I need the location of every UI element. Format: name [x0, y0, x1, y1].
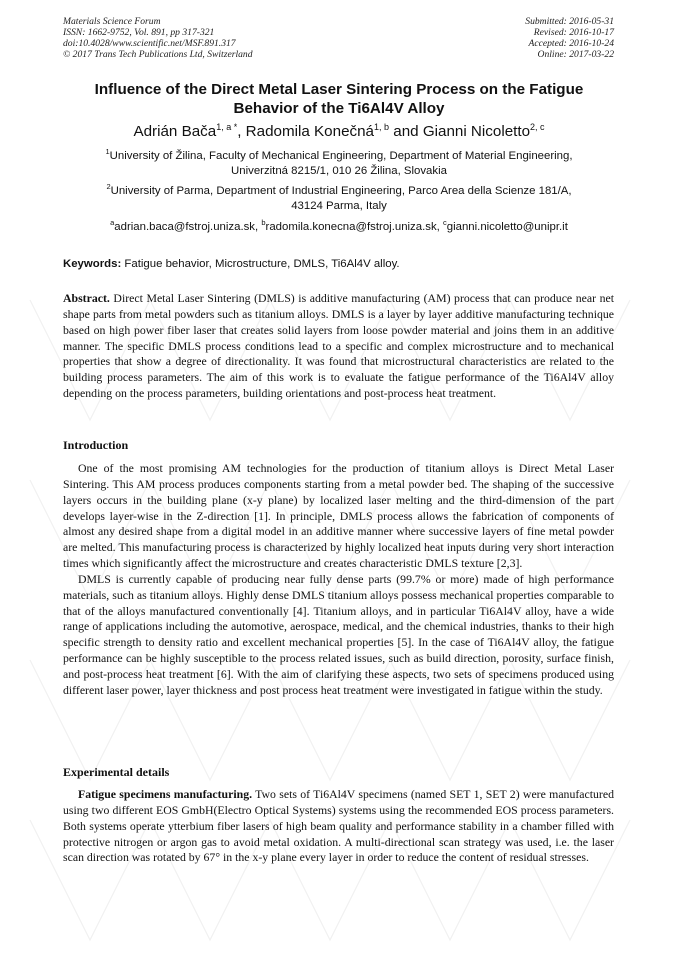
author-name: Radomila Konečná: [245, 123, 375, 140]
affiliation-line: 43124 Parma, Italy: [291, 200, 387, 212]
journal-info: [63, 16, 253, 60]
affiliation-line: University of Parma, Department of Industrial Engineering, Parco Area della Scienze 181/A,: [110, 185, 572, 197]
introduction-paragraph-2: DMLS is currently capable of producing near fully dense parts (99.7% or more) made of high performance materials, such as titanium alloys. Highly dense DMLS titanium alloys possess mechanical properties comparable to that of the alloys manufactured conventionally [4]. Titanium alloys, and in particular Ti6Al4V alloy, have a wide range of applications including the automotive, aerospace, medical, and the chemical industries, thanks to their high specific strength to density ratio and excellent mechanical properties [5]. In the case of Ti6Al4V alloy, the fatigue performance can be highly susceptible to the process related issues, such as build direction, porosity, surface finish, and post-process heat treatment [6]. With the aim of clarifying these aspects, two sets of specimens produced using different laser power, layer thickness and post process heat treatment were investigated in fatigue within the study.: [63, 571, 614, 697]
email-separator: ,: [255, 221, 262, 233]
submitted-date: Submitted: 2016-05-31: [525, 16, 614, 27]
email-mark: a: [110, 218, 115, 227]
title-line-1: Influence of the Direct Metal Laser Sintering Process on the Fatigue: [94, 81, 584, 98]
email-mark: c: [443, 218, 447, 227]
author-list: [60, 123, 618, 141]
introduction-paragraph-1: One of the most promising AM technologies for the production of titanium alloys is Direct Metal Laser Sintering. This AM process produces components starting from a metal powder bed. The shaping of the successive layers occurs in the building plane (x-y plane) by localized laser melting and the third-dimension of the part develops layer-wise in the Z-direction [1]. In principle, DMLS process allows the fabrication of components of almost any desired shape from a digital model in an additive manner where successive layers of fine metal powder are melted. This manufacturing process is characterized by highly localized heat inputs during very short interaction times which significantly affect the microstructure and creates characteristic DMLS texture [2,3].: [63, 461, 614, 571]
author-name: Adrián Bača: [133, 123, 217, 140]
subsection-run-in-heading: Fatigue specimens manufacturing.: [78, 787, 253, 801]
introduction-body: [63, 461, 614, 699]
copyright: © 2017 Trans Tech Publications Ltd, Switzerland: [63, 49, 253, 60]
author-affiliation-mark: 1, a *: [216, 122, 238, 132]
keywords: [63, 257, 615, 272]
author-affiliation-mark: 2, c: [530, 122, 545, 132]
email-address[interactable]: radomila.konecna@fstroj.uniza.sk: [265, 221, 437, 233]
author-affiliation-mark: 1, b: [374, 122, 390, 132]
keywords-label: Keywords:: [63, 258, 122, 270]
email-mark: b: [261, 218, 266, 227]
abstract: [63, 291, 614, 402]
affiliation-line: University of Žilina, Faculty of Mechanical Engineering, Department of Material Engineering,: [109, 150, 573, 162]
affiliation-2: [70, 184, 608, 214]
affiliation-mark: 1: [105, 147, 110, 156]
affiliation-1: [70, 149, 608, 179]
experimental-body: [63, 787, 614, 866]
section-heading-experimental: Experimental details: [63, 765, 170, 779]
revised-date: Revised: 2016-10-17: [533, 27, 614, 38]
author-separator: and: [389, 123, 423, 140]
keywords-text: Fatigue behavior, Microstructure, DMLS, Ti6Al4V alloy.: [124, 258, 400, 270]
online-date: Online: 2017-03-22: [537, 49, 614, 60]
doi[interactable]: doi:10.4028/www.scientific.net/MSF.891.317: [63, 38, 236, 49]
paper-title: [60, 81, 618, 118]
abstract-label: Abstract.: [63, 291, 110, 305]
accepted-date: Accepted: 2016-10-24: [528, 38, 614, 49]
affiliation-mark: 2: [106, 182, 111, 191]
section-heading-introduction: Introduction: [63, 438, 129, 452]
email-separator: ,: [436, 221, 443, 233]
journal-name: Materials Science Forum: [63, 16, 161, 27]
affiliation-line: Univerzitná 8215/1, 010 26 Žilina, Slovakia: [231, 165, 447, 177]
email-address[interactable]: adrian.baca@fstroj.uniza.sk: [114, 221, 256, 233]
title-line-2: Behavior of the Ti6Al4V Alloy: [233, 99, 445, 117]
publication-dates: [525, 16, 614, 60]
email-address[interactable]: gianni.nicoletto@unipr.it: [446, 221, 568, 233]
email-list: [60, 220, 618, 235]
experimental-paragraph-1: Two sets of Ti6Al4V specimens (named SET 1, SET 2) were manufactured using two different EOS GmbH(Electro Optical Systems) systems using the recommended EOS process parameters. Both systems operate ytterbium fiber lasers of high beam quality and performance stability in a chamber filled with protective nitrogen or argon gas to avoid metal oxidation. A multi-directional scan strategy was used, i.e. the laser scan direction was rotated by 67° in the x-y plane every layer in order to reduce the content of residual stresses.: [63, 787, 614, 865]
abstract-text: Direct Metal Laser Sintering (DMLS) is additive manufacturing (AM) process that can produce near net shape parts from metal powders such as titanium alloys. DMLS is a layer by layer additive manufacturing technique based on high power fiber laser that creates solid layers from loose powder material and joins them in an additive manner. The specific DMLS process conditions lead to a specific and complex microstructure and to mechanical properties that show a degree of directionality. It was found that microstructural characteristics are related to the building process parameters. The aim of this work is to evaluate the fatigue performance of the Ti6Al4V alloy depending on the process parameters, building orientations and post-process heat treatment.: [63, 291, 614, 401]
author-separator: ,: [237, 123, 246, 140]
issn: ISSN: 1662-9752, Vol. 891, pp 317-321: [63, 27, 215, 38]
author-name: Gianni Nicoletto: [422, 123, 531, 140]
